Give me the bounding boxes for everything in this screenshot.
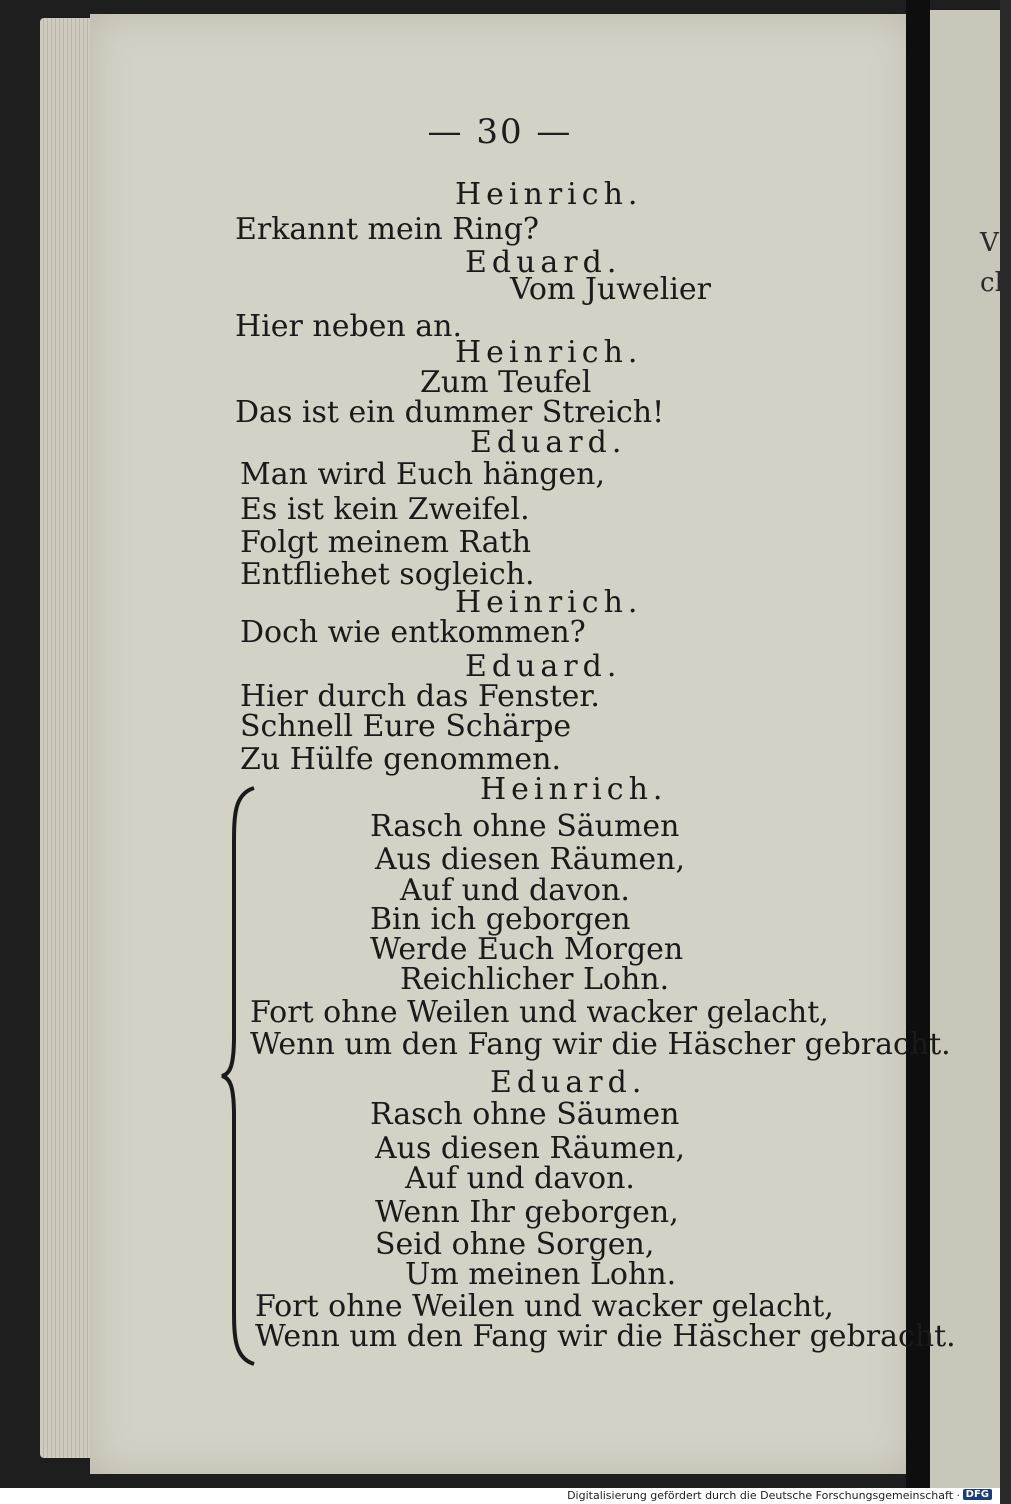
- footer-credit: Digitalisierung gefördert durch die Deutsche Forschungsgemeinschaft ·: [567, 1489, 960, 1502]
- verse-line: Zu Hülfe genommen.: [240, 742, 562, 777]
- verse-line: Aus diesen Räumen,: [375, 842, 686, 877]
- speaker-heading: Heinrich.: [455, 177, 643, 212]
- verse-line: Wenn Ihr geborgen,: [375, 1195, 679, 1230]
- verse-line: Wenn um den Fang wir die Häscher gebracht.: [250, 1027, 951, 1062]
- verse-line: Man wird Euch hängen,: [240, 457, 606, 492]
- verse-line: Fort ohne Weilen und wacker gelacht,: [255, 1289, 834, 1324]
- speaker-heading: Heinrich.: [455, 335, 643, 370]
- speaker-heading: Eduard.: [465, 649, 622, 684]
- speaker-heading: Eduard.: [490, 1065, 647, 1100]
- verse-line: Aus diesen Räumen,: [375, 1131, 686, 1166]
- verse-line: Auf und davon.: [400, 873, 630, 908]
- verse-line: Um meinen Lohn.: [405, 1257, 677, 1292]
- speaker-heading: Heinrich.: [455, 585, 643, 620]
- curly-brace: [220, 786, 260, 1366]
- verse-line: Zum Teufel: [420, 365, 592, 400]
- verse-line: Seid ohne Sorgen,: [375, 1227, 655, 1262]
- facing-page: [930, 10, 1011, 1488]
- digitization-footer: [0, 1488, 1000, 1504]
- verse-line: Rasch ohne Säumen: [370, 809, 680, 844]
- verse-line: Erkannt mein Ring?: [235, 212, 539, 247]
- verse-line: Auf und davon.: [405, 1161, 635, 1196]
- verse-line: Fort ohne Weilen und wacker gelacht,: [250, 995, 829, 1030]
- verse-line: Hier durch das Fenster.: [240, 679, 600, 714]
- verse-line: Entfliehet sogleich.: [240, 557, 535, 592]
- verse-line: Vom Juwelier: [510, 272, 712, 307]
- verse-line: Hier neben an.: [235, 309, 463, 344]
- dfg-logo-badge: DFG: [963, 1489, 992, 1500]
- verse-line: Wenn um den Fang wir die Häscher gebracht.: [255, 1319, 956, 1354]
- verse-line: Bin ich geborgen: [370, 902, 631, 937]
- verse-line: Werde Euch Morgen: [370, 932, 684, 967]
- verse-line: Folgt meinem Rath: [240, 525, 532, 560]
- facing-page-fragment: V: [980, 228, 999, 258]
- verse-line: Rasch ohne Säumen: [370, 1097, 680, 1132]
- book-gutter: [906, 0, 930, 1488]
- speaker-heading: Heinrich.: [480, 772, 668, 807]
- speaker-heading: Eduard.: [465, 245, 622, 280]
- verse-line: Das ist ein dummer Streich!: [235, 395, 665, 430]
- verse-line: Doch wie entkommen?: [240, 615, 586, 650]
- verse-line: Schnell Eure Schärpe: [240, 709, 572, 744]
- verse-line: Reichlicher Lohn.: [400, 962, 670, 997]
- page-number: — 30 —: [427, 112, 573, 152]
- facing-page-fragment: ch: [980, 268, 1011, 298]
- speaker-heading: Eduard.: [470, 425, 627, 460]
- verse-line: Es ist kein Zweifel.: [240, 492, 530, 527]
